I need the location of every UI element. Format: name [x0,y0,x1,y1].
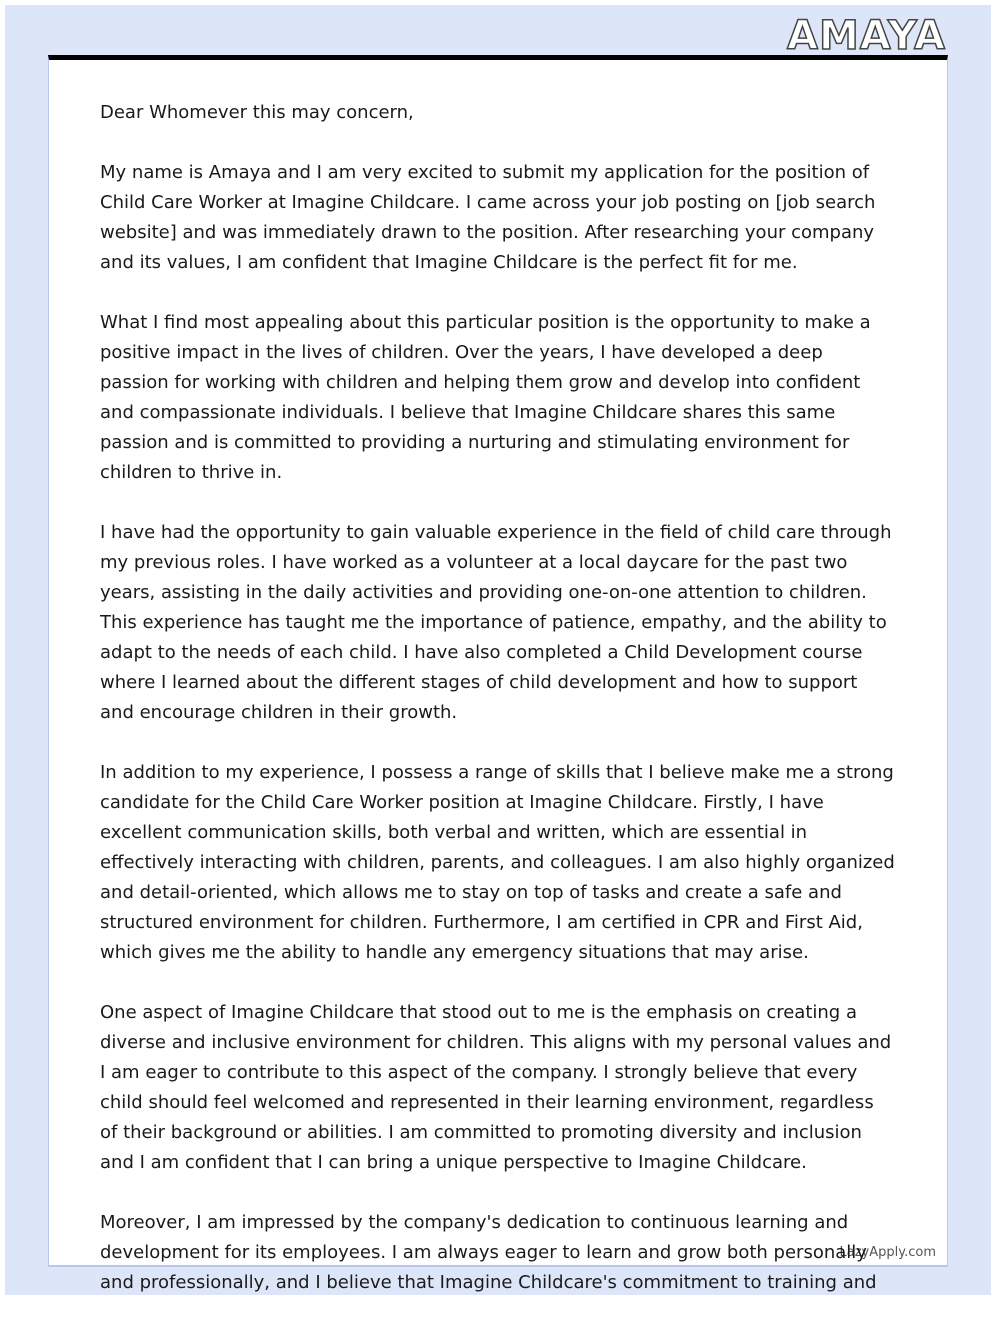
paragraph: In addition to my experience, I possess a range of skills that I believe make me a strong candidate for the Child Care Worker position at Imagine Childcare. Firstly, I have excellent communication skills, both verbal and written, which are essential in effectively interacting with children, parents, and colleagues. I am also highly organized and detail-oriented, which allows me to stay on top of tasks and create a safe and structured environment for children. Furthermore, I am certified in CPR and First Aid, which gives me the ability to handle any emergency situations that may arise. [100,762,895,963]
paragraph: One aspect of Imagine Childcare that stood out to me is the emphasis on creating a diverse and inclusive environment for children. This aligns with my personal values and I am eager to contribute to this aspect of the company. I strongly believe that every child should feel welcomed and represented in their learning environment, regardless of their background or abilities. I am committed to promoting diversity and inclusion and I am confident that I can bring a unique perspective to Imagine Childcare. [100,1002,892,1173]
paragraph: My name is Amaya and I am very excited to submit my application for the position of Child Care Worker at Imagine Childcare. I came across your job posting on [job search website] and was immediately drawn to the position. After researching your company and its values, I am confident that Imagine Childcare is the perfect fit for me. [100,162,876,273]
watermark: LazyApply.com [839,1245,936,1260]
paragraph: I have had the opportunity to gain valuable experience in the field of child care through my previous roles. I have worked as a volunteer at a local daycare for the past two years, assisting in the daily activities and providing one-on-one attention to children. This experience has taught me the importance of patience, empathy, and the ability to adapt to the needs of each child. I have also completed a Child Development course where I learned about the different stages of child development and how to support and encourage children in their growth. [100,522,892,723]
salutation: Dear Whomever this may concern, [100,102,414,123]
logo: AMAYA [787,13,946,59]
paragraph: What I find most appealing about this particular position is the opportunity to make a positive impact in the lives of children. Over the years, I have developed a deep passion for working with children and helping them grow and develop into confident and compassionate individuals. I believe that Imagine Childcare shares this same passion and is committed to providing a nurturing and stimulating environment for children to thrive in. [100,312,871,483]
paragraph: Moreover, I am impressed by the company's dedication to continuous learning and development for its employees. I am always eager to learn and grow both personally and professionally, and I believe that Imagine Childcare's commitment to training and [100,1212,877,1293]
cover-letter-body [100,98,896,1328]
